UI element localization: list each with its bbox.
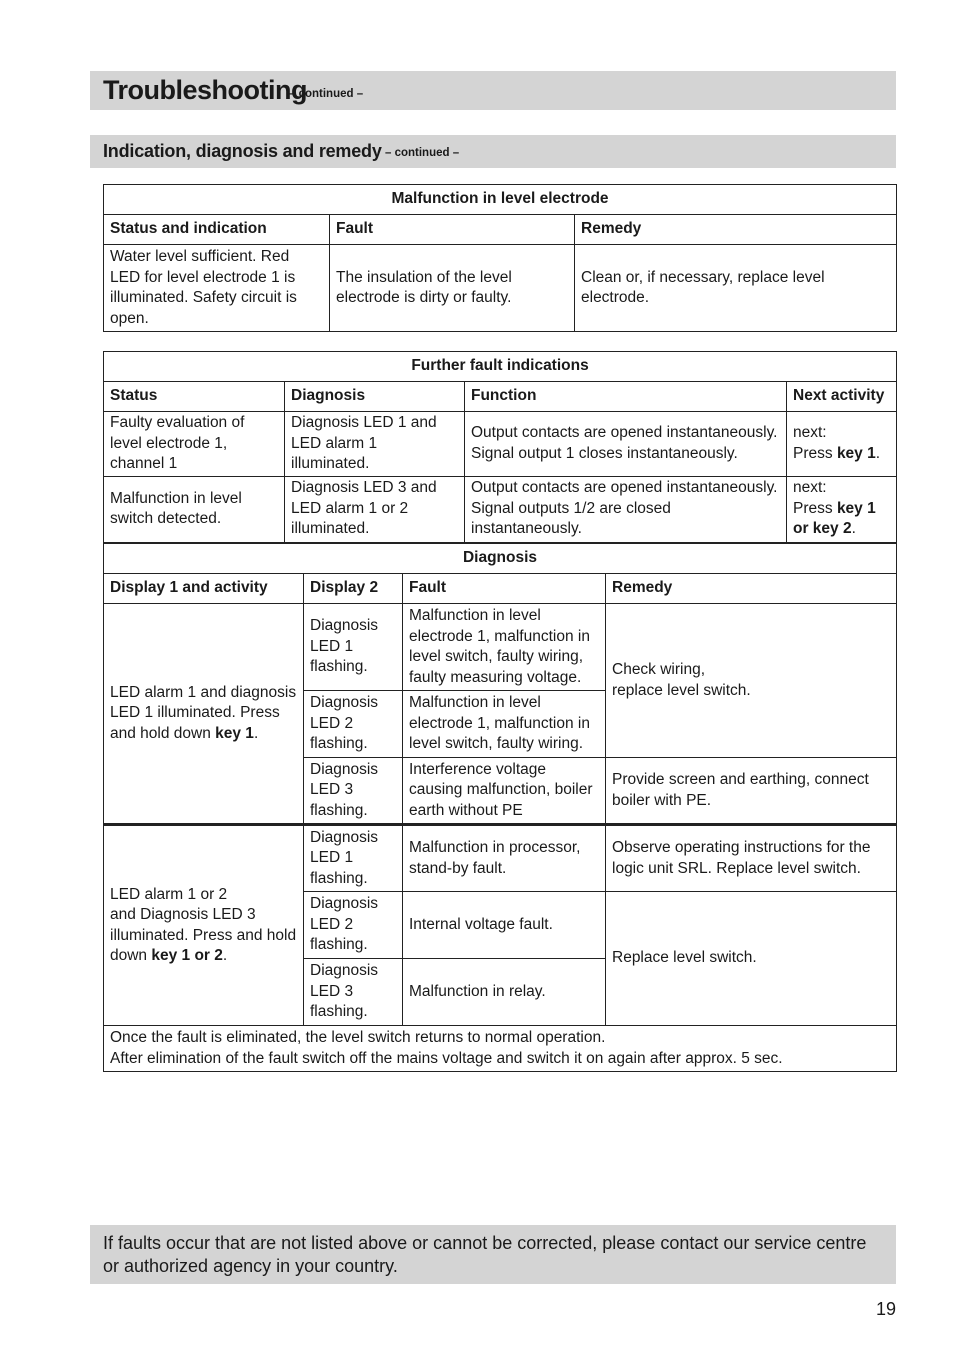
display2-cell: Diagnosis LED 3 flashing. [304,758,403,825]
fault-cell: Malfunction in level electrode 1, malfunction in level switch, faulty wiring, faulty measuring voltage. [403,604,606,691]
remedy-cell: Observe operating instructions for the logic unit SRL. Replace level switch. [606,825,897,892]
next-label: next: [793,424,827,442]
key-label: key 1 or 2 [151,947,223,964]
remedy-cell: Clean or, if necessary, replace level electrode. [575,245,897,332]
column-header: Fault [330,215,575,245]
remedy-cell: Provide screen and earthing, connect boiler with PE. [606,758,897,825]
table-caption: Diagnosis [104,544,897,574]
fault-cell: Interference voltage causing malfunction, boiler earth without PE [403,758,606,825]
table-row [104,476,897,542]
malfunction-level-electrode-table [103,184,897,332]
table-note [104,1026,897,1072]
page-title: Troubleshooting [103,75,307,105]
remedy-line: Check wiring, [612,661,706,678]
page-title-bar [90,71,896,110]
column-header: Display 1 and activity [104,574,304,604]
display1-cell [104,825,304,1026]
fault-cell: Internal voltage fault. [403,892,606,959]
diagnosis-table [103,543,897,1072]
table-row [104,825,897,892]
table-row [104,604,897,691]
function-line: Output contacts are opened instantaneously. [471,479,778,497]
status-cell: Water level sufficient. Red LED for level electrode 1 is illuminated. Safety circuit is open. [104,245,330,332]
function-line: Signal output 1 closes instantaneously. [471,444,738,462]
table-note-row [104,1026,897,1072]
table-caption: Further fault indications [104,352,897,382]
column-header: Next activity [787,382,897,412]
column-header: Status [104,382,285,412]
remedy-line: replace level switch. [612,681,751,699]
punctuation: . [253,724,259,742]
section-title-bar [90,135,896,168]
column-header: Display 2 [304,574,403,604]
key-label: key 1 [215,724,254,742]
section-title-continued: – continued – [385,147,460,159]
table-row [104,245,897,332]
further-fault-indications-table [103,351,897,543]
table-caption: Malfunction in level electrode [104,185,897,215]
remedy-cell: Replace level switch. [606,892,897,1026]
display1-text: and Diagnosis LED 3 illuminated. Press and hold down [110,906,297,964]
note-line: Once the fault is eliminated, the level switch returns to normal operation. [110,1029,606,1046]
section-title: Indication, diagnosis and remedy [103,141,382,161]
fault-cell: Malfunction in level electrode 1, malfunction in level switch, faulty wiring. [403,691,606,758]
next-activity-cell [787,476,897,542]
display1-text: LED alarm 1 and diagnosis LED 1 illuminated. Press and hold down [110,683,297,742]
function-line: Output contacts are opened instantaneously. [471,424,778,442]
service-notice-bar [90,1225,896,1284]
column-header: Fault [403,574,606,604]
display1-cell [104,604,304,825]
key-label: key 1 or key 2 [793,499,876,538]
display2-cell: Diagnosis LED 1 flashing. [304,825,403,892]
status-cell: Faulty evaluation of level electrode 1, channel 1 [104,412,285,477]
next-label: next: [793,479,827,497]
column-header: Diagnosis [285,382,465,412]
diagnosis-cell: Diagnosis LED 1 and LED alarm 1 illuminated. [285,412,465,477]
next-text: Press [793,499,837,517]
page-title-continued: – continued – [289,88,364,100]
fault-cell: Malfunction in relay. [403,959,606,1026]
next-text: Press [793,444,837,462]
punctuation: . [851,520,856,538]
display1-text: LED alarm 1 or 2 [110,885,228,903]
column-header: Remedy [606,574,897,604]
status-cell: Malfunction in level switch detected. [104,476,285,542]
function-cell [465,476,787,542]
punctuation: . [222,947,228,964]
function-cell [465,412,787,477]
display2-cell: Diagnosis LED 1 flashing. [304,604,403,691]
punctuation: . [875,444,881,462]
function-line: Signal outputs 1/2 are closed instantaneously. [471,499,671,538]
fault-cell: Malfunction in processor, stand-by fault. [403,825,606,892]
display2-cell: Diagnosis LED 3 flashing. [304,959,403,1026]
display2-cell: Diagnosis LED 2 flashing. [304,691,403,758]
column-header: Function [465,382,787,412]
column-header: Status and indication [104,215,330,245]
fault-cell: The insulation of the level electrode is dirty or faulty. [330,245,575,332]
note-line: After elimination of the fault switch off the mains voltage and switch it on again after approx. 5 sec. [110,1049,783,1067]
service-notice: If faults occur that are not listed above or cannot be corrected, please contact our service centre or authorized agency in your country. [103,1233,867,1276]
table-row [104,412,897,477]
display2-cell: Diagnosis LED 2 flashing. [304,892,403,959]
key-label: key 1 [836,444,876,462]
column-header: Remedy [575,215,897,245]
diagnosis-cell: Diagnosis LED 3 and LED alarm 1 or 2 illuminated. [285,476,465,542]
next-activity-cell [787,412,897,477]
page-number: 19 [875,1299,896,1319]
remedy-cell [606,604,897,758]
